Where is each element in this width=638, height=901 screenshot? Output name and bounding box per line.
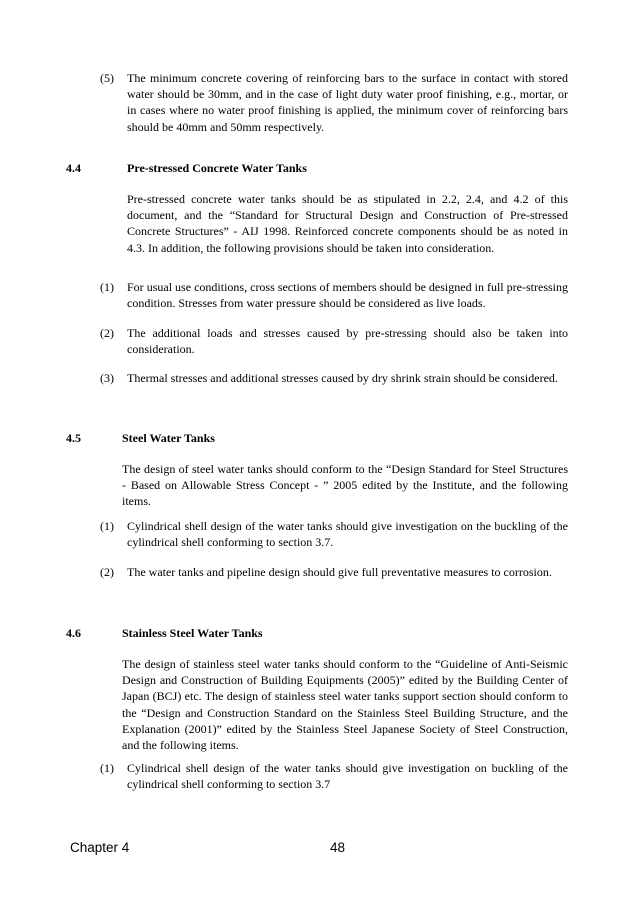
section-number: 4.5 bbox=[66, 431, 81, 445]
section-title: Pre-stressed Concrete Water Tanks bbox=[127, 161, 307, 175]
list-item bbox=[100, 279, 568, 311]
list-item-text: Thermal stresses and additional stresses caused by dry shrink strain should be considered. bbox=[127, 371, 558, 385]
list-item bbox=[100, 325, 568, 357]
footer-chapter: Chapter 4 bbox=[70, 840, 130, 855]
list-item-text: For usual use conditions, cross sections of members should be designed in full pre-stressing condition. Stresses from water pressure should be considered as live loads. bbox=[127, 280, 568, 311]
footer-page-number: 48 bbox=[330, 840, 346, 855]
section-intro: The design of steel water tanks should conform to the “Design Standard for Steel Structures - Based on Allowable Stress Concept - ” 2005 edited by the Institute, and the following items. bbox=[122, 462, 568, 509]
list-item bbox=[100, 760, 568, 792]
list-item-text: The additional loads and stresses caused by pre-stressing should also be taken into consideration. bbox=[127, 326, 568, 357]
list-item bbox=[100, 564, 568, 580]
list-item-text: The minimum concrete covering of reinforcing bars to the surface in contact with stored water should be 30mm, and in the case of light duty water proof finishing, e.g., mortar, or in cases where no water proof finishing is applied, the minimum cover of reinforcing bars should be 40mm and 50mm respectively. bbox=[127, 71, 568, 134]
list-item-number: (1) bbox=[100, 519, 114, 533]
list-item-number: (1) bbox=[100, 280, 114, 294]
section-number: 4.4 bbox=[66, 161, 81, 175]
section-intro: The design of stainless steel water tanks should conform to the “Guideline of Anti-Seismic Design and Construction of Building Equipments (2005)” edited by the Building Center of Japan (BCJ) etc. The design of stainless steel water tanks support section should conform to the “Design and Construction Standard on the Stainless Steel Building Structure, and the Explanation (2001)” edited by the Stainless Steel Japanese Society of Steel Construction, and the following items. bbox=[122, 657, 568, 753]
section-title: Stainless Steel Water Tanks bbox=[122, 626, 263, 640]
section-title: Steel Water Tanks bbox=[122, 431, 215, 445]
list-item-text: Cylindrical shell design of the water tanks should give investigation on the buckling of the cylindrical shell conforming to section 3.7. bbox=[127, 519, 568, 550]
section-intro: Pre-stressed concrete water tanks should be as stipulated in 2.2, 2.4, and 4.2 of this document, and the “Standard for Structural Design and Construction of Pre-stressed Concrete Structures” - AIJ 1998. Reinforced concrete components should be as noted in 4.3. In addition, the following provisions should be taken into consideration. bbox=[127, 192, 568, 255]
section-number: 4.6 bbox=[66, 626, 81, 640]
list-item bbox=[100, 370, 568, 386]
list-item-number: (1) bbox=[100, 761, 114, 775]
list-item-number: (2) bbox=[100, 326, 114, 340]
list-item bbox=[100, 70, 568, 135]
list-item-text: Cylindrical shell design of the water tanks should give investigation on buckling of the cylindrical shell conforming to section 3.7 bbox=[127, 761, 568, 792]
list-item-number: (5) bbox=[100, 71, 114, 85]
list-item-number: (2) bbox=[100, 565, 114, 579]
list-item-number: (3) bbox=[100, 371, 114, 385]
list-item bbox=[100, 518, 568, 550]
list-item-text: The water tanks and pipeline design should give full preventative measures to corrosion. bbox=[127, 565, 552, 579]
